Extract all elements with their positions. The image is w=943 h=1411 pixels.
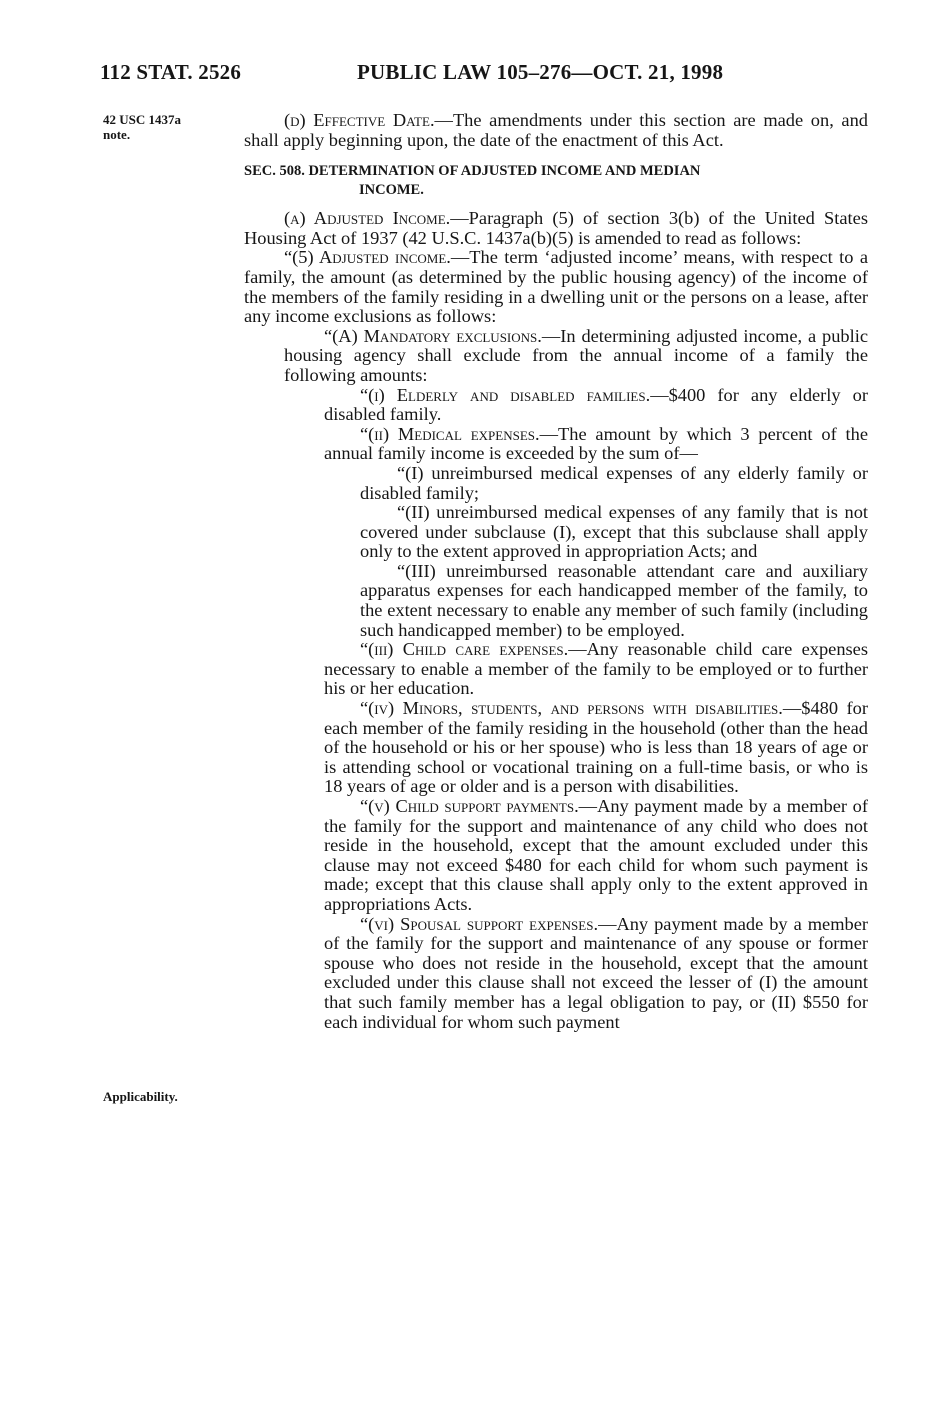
paragraph-a bbox=[244, 209, 868, 248]
section-heading-line2: INCOME. bbox=[359, 182, 424, 199]
stat-page-reference: 112 STAT. 2526 bbox=[100, 60, 242, 84]
clause-i-heading: “(i) Elderly and disabled families. bbox=[360, 384, 651, 405]
page-header bbox=[100, 60, 870, 88]
subparagraph-A-heading: “(A) Mandatory exclusions. bbox=[324, 325, 542, 346]
clause-vi bbox=[244, 915, 868, 1033]
clause-iv-text: —$480 for each member of the family residing in the household (other than the head of the household or his or her spouse) who is less than 18 years of age or is attending school or vocational training on a full-time basis, or who is 18 years of age or older and is a person with disabilities. bbox=[324, 698, 868, 797]
clause-iii-text: —Any reasonable child care expenses necessary to enable a member of the family to be employed or to further his or her education. bbox=[324, 639, 869, 699]
clause-iv bbox=[244, 699, 868, 797]
clause-iii bbox=[244, 640, 868, 699]
clause-i-text: —$400 for any elderly or disabled family. bbox=[324, 384, 868, 425]
margin-note-usc bbox=[103, 112, 181, 142]
clause-i bbox=[244, 386, 868, 425]
paragraph-5-text: —The term ‘adjusted income’ means, with respect to a family, the amount (as determined by the public housing agency) of the income of the members of the family residing in a dwelling unit or the persons on a lease, after any income exclusions as follows: bbox=[244, 247, 868, 327]
effective-date-heading: (d) Effective Date. bbox=[284, 110, 435, 130]
public-law-title: PUBLIC LAW 105–276—OCT. 21, 1998 bbox=[357, 60, 724, 84]
clause-iv-heading: “(iv) Minors, students, and persons with disabilities. bbox=[360, 698, 783, 719]
paragraph-5-heading: “(5) Adjusted income. bbox=[284, 247, 451, 268]
subparagraph-A-text: —In determining adjusted income, a public housing agency shall exclude from the annual income of a family the following amounts: bbox=[284, 325, 868, 385]
paragraph-a-heading: (a) Adjusted Income. bbox=[284, 208, 451, 229]
subclause-III: “(III) unreimbursed reasonable attendant care and auxiliary apparatus expenses for each handicapped member of the family, to the extent necessary to enable any member of such family (including such handicapped member) to be employed. bbox=[360, 560, 868, 640]
paragraph-5 bbox=[244, 248, 868, 326]
clause-v-text: —Any payment made by a member of the family for the support and maintenance of any child who does not reside in the household, except that the amount excluded under this clause may not exceed $480 for each child for whom such payment is made; except that this clause shall apply only to the extent approved in appropriations Acts. bbox=[324, 796, 868, 914]
clause-ii bbox=[244, 425, 868, 464]
section-heading-line1: SEC. 508. DETERMINATION OF ADJUSTED INCOME AND MEDIAN bbox=[244, 163, 701, 180]
clause-ii-text: —The amount by which 3 percent of the annual family income is exceeded by the sum of— bbox=[324, 423, 868, 464]
clause-v-heading: “(v) Child support payments. bbox=[360, 796, 579, 816]
clause-v bbox=[244, 797, 868, 915]
margin-note-usc-line2: note. bbox=[103, 127, 131, 142]
effective-date-paragraph bbox=[244, 111, 868, 150]
clause-iii-heading: “(iii) Child care expenses. bbox=[360, 639, 569, 660]
section-heading bbox=[244, 162, 868, 200]
margin-note-usc-line1: 42 USC 1437a bbox=[103, 112, 182, 127]
subparagraph-A bbox=[244, 327, 868, 386]
margin-note-applicability: Applicability. bbox=[103, 1089, 178, 1104]
subclause-II: “(II) unreimbursed medical expenses of any family that is not covered under subclause (I), except that this subclause shall apply only to the extent approved in appropriation Acts; and bbox=[360, 502, 868, 562]
statute-body bbox=[244, 111, 868, 1032]
clause-vi-heading: “(vi) Spousal support expenses. bbox=[360, 913, 599, 934]
subclause-I: “(I) unreimbursed medical expenses of any elderly family or disabled family; bbox=[360, 462, 868, 503]
clause-vi-text: —Any payment made by a member of the family for the support and maintenance of any spouse or former spouse who does not reside in the household, except that the amount excluded under this clause shall not exceed the lesser of (I) the amount that such family member has a legal obligation to pay, or (II) $550 for each individual for whom such payment bbox=[324, 913, 868, 1032]
clause-ii-heading: “(ii) Medical expenses. bbox=[360, 423, 540, 444]
paragraph-a-text: —Paragraph (5) of section 3(b) of the United States Housing Act of 1937 (42 U.S.C. 1437a(b)(5) is amended to read as follows: bbox=[244, 208, 868, 248]
effective-date-text: —The amendments under this section are made on, and shall apply beginning upon, the date of the enactment of this Act. bbox=[244, 110, 868, 150]
